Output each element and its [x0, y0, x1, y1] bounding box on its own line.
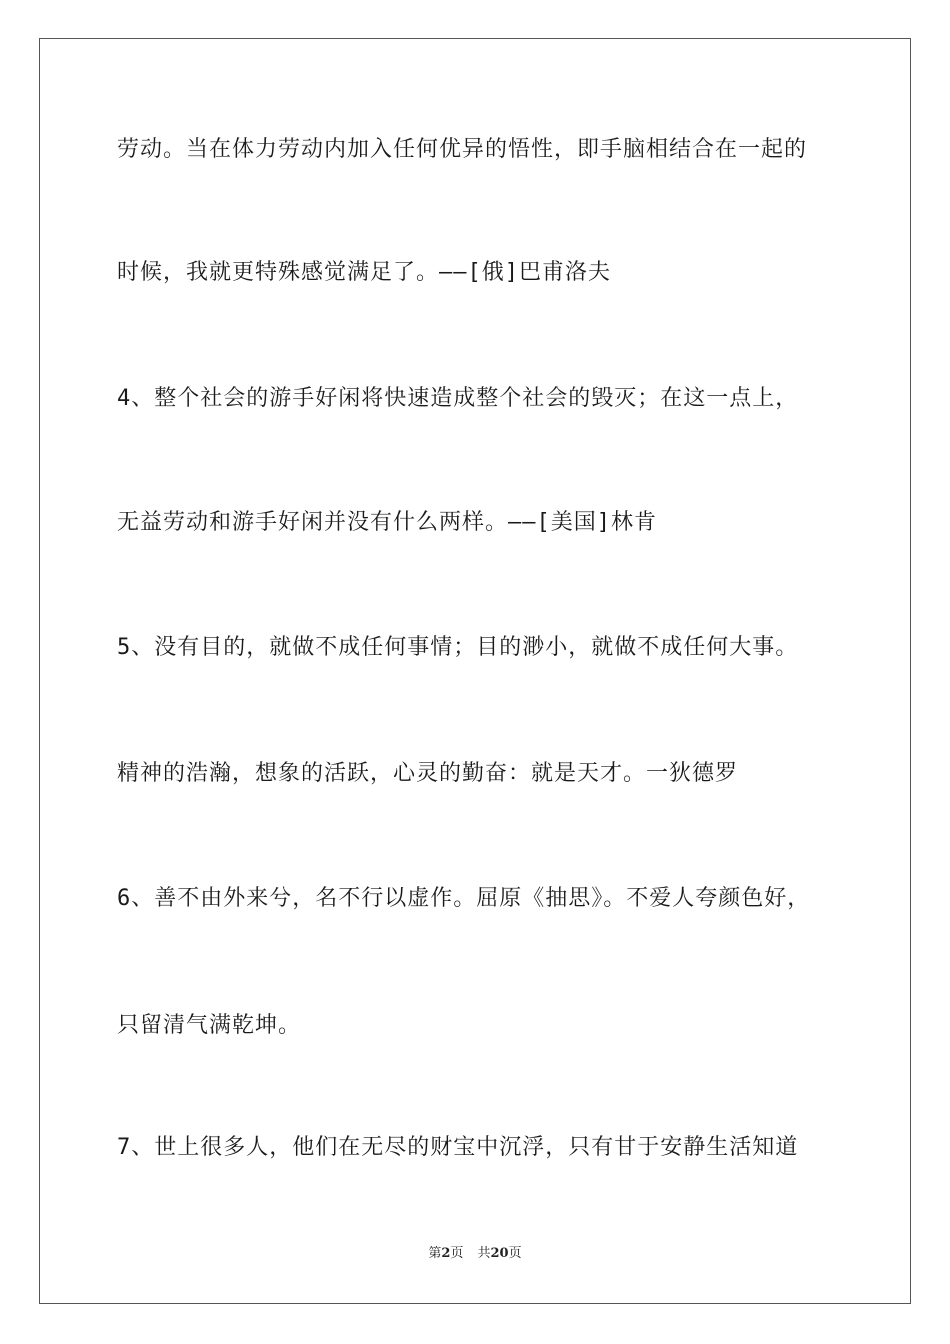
text-line-6: 精神的浩瀚，想象的活跃，心灵的勤奋：就是天才。一狄德罗 [117, 761, 739, 786]
text-line-7: 6、善不由外来兮，名不行以虚作。屈原《抽思》。不爱人夸颜色好， [117, 886, 811, 911]
total-suffix: 页 [508, 1246, 522, 1261]
current-page-number: 2 [441, 1246, 451, 1261]
text-line-2: 时候，我就更特殊感觉满足了。——[俄]巴甫洛夫 [117, 260, 611, 285]
text-line-1: 劳动。当在体力劳动内加入任何优异的悟性，即手脑相结合在一起的 [117, 137, 808, 162]
text-line-5: 5、没有目的，就做不成任何事情；目的渺小，就做不成任何大事。 [117, 635, 799, 660]
total-prefix: 共 [477, 1246, 491, 1261]
page-prefix: 第 [428, 1246, 442, 1261]
text-line-9: 7、世上很多人，他们在无尽的财宝中沉浮，只有甘于安静生活知道 [117, 1135, 799, 1160]
text-line-4: 无益劳动和游手好闲并没有什么两样。——[美国]林肯 [117, 510, 657, 535]
page-suffix: 页 [450, 1246, 464, 1261]
total-pages-number: 20 [490, 1246, 509, 1261]
text-line-8: 只留清气满乾坤。 [117, 1013, 302, 1038]
page-border [39, 38, 911, 1304]
page-footer [0, 1245, 950, 1263]
text-line-3: 4、整个社会的游手好闲将快速造成整个社会的毁灭；在这一点上， [117, 386, 799, 411]
